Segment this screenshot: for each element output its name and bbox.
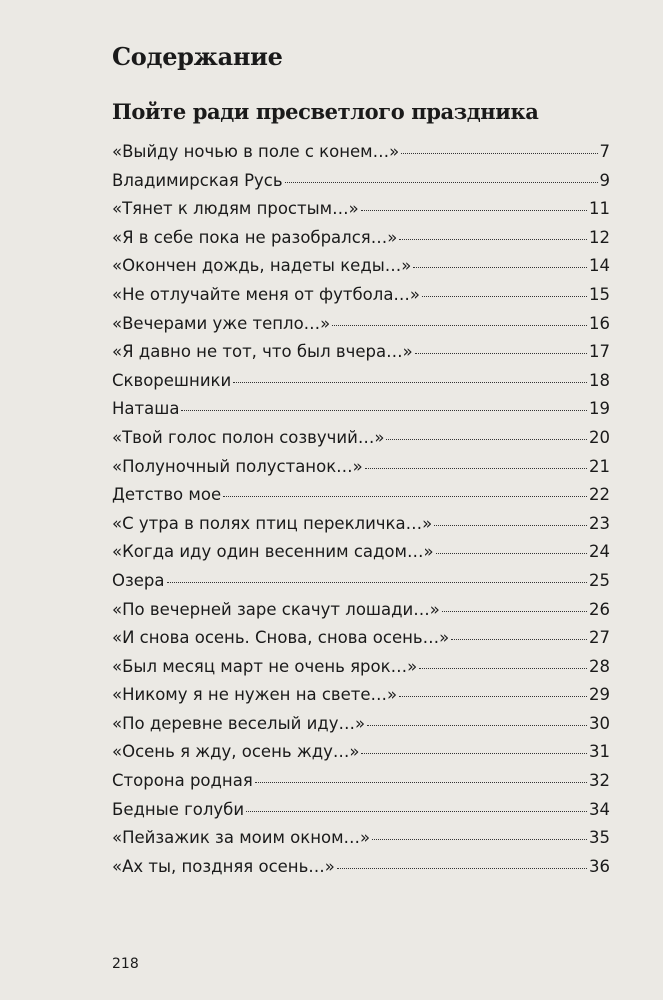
toc-entry [112,653,610,682]
dot-leader [285,182,598,183]
page-number: 218 [112,956,139,972]
toc-entry-title: «Никому я не нужен на свете…» [112,685,398,705]
toc-entry-title: «Ах ты, поздняя осень…» [112,856,335,876]
toc-entry-title: «По деревне веселый иду…» [112,713,366,733]
dot-leader [413,267,587,268]
toc-entry [112,310,610,339]
toc-entry-page: 17 [589,342,610,362]
toc-entry-page: 19 [589,399,610,419]
toc-entry [112,367,610,396]
toc-entry-title: Детство мое [112,485,222,505]
toc-entry-title: «Когда иду один весенним садом…» [112,542,434,562]
toc-entry [112,567,610,596]
dot-leader [361,210,587,211]
dot-leader [386,439,587,440]
toc-entry [112,596,610,625]
toc-entry [112,853,610,882]
toc-entry [112,538,610,567]
toc-entry-title: «Тянет к людям простым…» [112,199,359,219]
toc-entry-page: 15 [589,284,610,304]
toc-entry-page: 30 [589,713,610,733]
dot-leader [451,639,587,640]
toc-entry-title: Скворешники [112,370,232,390]
toc-entry [112,510,610,539]
toc-entry-title: Сторона родная [112,771,253,791]
toc-heading: Содержание [112,42,283,71]
toc-entry-title: «Вечерами уже тепло…» [112,313,331,333]
dot-leader [337,868,587,869]
toc-entry [112,767,610,796]
toc-entry [112,681,610,710]
dot-leader [255,782,587,783]
toc-entry [112,481,610,510]
toc-entry-title: Бедные голуби [112,799,245,819]
dot-leader [367,725,587,726]
toc-entry-page: 18 [589,370,610,390]
toc-entry [112,281,610,310]
toc-entry-title: «С утра в полях птиц перекличка…» [112,513,433,533]
toc-entry [112,624,610,653]
toc-entry-page: 35 [589,828,610,848]
toc-entry-page: 29 [589,685,610,705]
toc-entry [112,167,610,196]
dot-leader [436,553,587,554]
dot-leader [399,696,587,697]
dot-leader [246,811,587,812]
dot-leader [401,153,597,154]
toc-entry-title: «Я в себе пока не разобрался…» [112,227,398,247]
toc-entry-title: «Твой голос полон созвучий…» [112,427,385,447]
toc-entry-title: «По вечерней заре скачут лошади…» [112,599,440,619]
dot-leader [399,239,587,240]
toc-entry-title: «Окончен дождь, надеты кеды…» [112,256,412,276]
dot-leader [372,839,587,840]
toc-entry-title: «Был месяц март не очень ярок…» [112,656,418,676]
toc-entry-page: 20 [589,427,610,447]
dot-leader [422,296,587,297]
toc-entry [112,195,610,224]
toc-entry-page: 22 [589,485,610,505]
dot-leader [415,353,587,354]
toc-entry-page: 27 [589,628,610,648]
toc-entry-title: «Я давно не тот, что был вчера…» [112,342,413,362]
toc-entry [112,824,610,853]
toc-entry [112,338,610,367]
dot-leader [434,525,587,526]
dot-leader [365,468,587,469]
toc-entry [112,395,610,424]
toc-entry-title: «Осень я жду, осень жду…» [112,742,360,762]
section-heading: Пойте ради пресветлого праздника [112,99,539,124]
toc-entry-title: «И снова осень. Снова, снова осень…» [112,628,450,648]
toc-entry-page: 25 [589,570,610,590]
toc-entry-page: 11 [589,199,610,219]
toc-entry-page: 12 [589,227,610,247]
toc-entry-title: «Пейзажик за моим окном…» [112,828,371,848]
toc-entry-title: «Не отлучайте меня от футбола…» [112,284,421,304]
toc-entry-title: Наташа [112,399,180,419]
toc-entry [112,453,610,482]
toc-entry-page: 9 [599,170,610,190]
dot-leader [419,668,587,669]
toc-entry-page: 16 [589,313,610,333]
toc-entry-page: 7 [599,142,610,161]
toc-entry [112,738,610,767]
toc-entry-page: 21 [589,456,610,476]
toc-entry-title: «Выйду ночью в поле с конем…» [112,142,400,161]
toc-entry [112,424,610,453]
dot-leader [181,410,587,411]
toc-entry-page: 32 [589,771,610,791]
dot-leader [167,582,588,583]
toc-entry-title: Владимирская Русь [112,170,283,190]
toc-entry-title: «Полуночный полустанок…» [112,456,363,476]
toc-entry-page: 26 [589,599,610,619]
toc-entry [112,710,610,739]
dot-leader [223,496,587,497]
toc-entry [112,252,610,281]
toc-entry-page: 36 [589,856,610,876]
toc-entry-page: 34 [589,799,610,819]
dot-leader [442,611,587,612]
toc-entry-page: 28 [589,656,610,676]
toc-entry [112,224,610,253]
toc-entry-page: 14 [589,256,610,276]
dot-leader [332,325,587,326]
toc-entry [112,796,610,825]
toc-entry-page: 23 [589,513,610,533]
dot-leader [233,382,587,383]
dot-leader [361,753,587,754]
toc-list [112,138,610,881]
toc-entry [112,138,610,167]
toc-entry-title: Озера [112,570,165,590]
toc-entry-page: 31 [589,742,610,762]
toc-entry-page: 24 [589,542,610,562]
